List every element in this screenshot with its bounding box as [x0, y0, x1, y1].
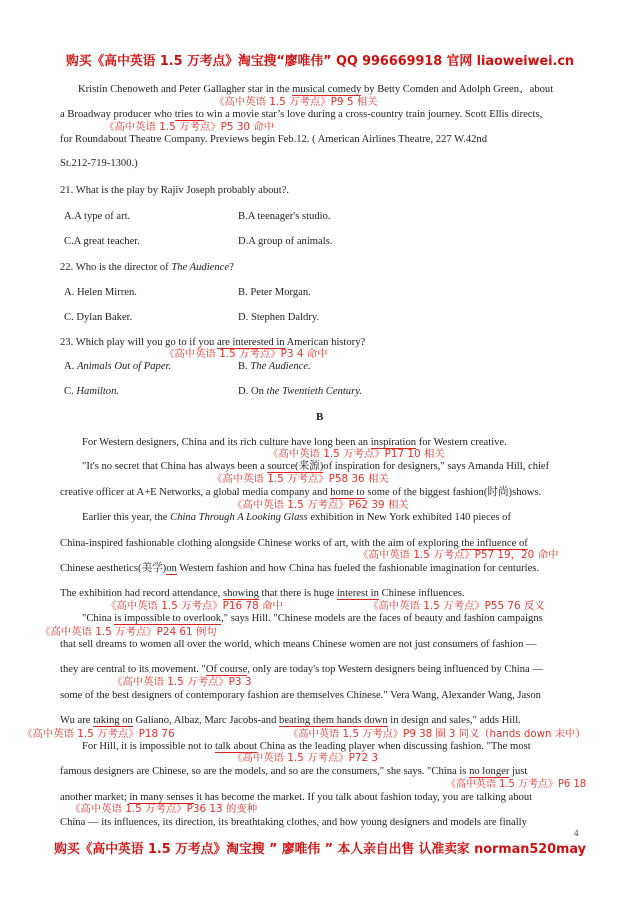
passage-a-line-4: St.212-719-1300.) [60, 158, 138, 169]
q21-option-a: A.A type of art. [64, 211, 131, 222]
passage-b-p3-line-1 [82, 511, 511, 524]
passage-b-p4-line-4: some of the best designers of contemporary fashion are themselves Chinese." Vera Wang, Alexander Wang, Jason [60, 690, 541, 701]
q23-option-c [64, 385, 119, 398]
highlight-tries-to: tries to [174, 109, 204, 120]
annotation-note: 《高中英语 1.5 万考点》P17 10 相关 [268, 448, 445, 460]
text: For Western designers, China and its rich culture have long been an [82, 437, 371, 448]
annotation-note: 《高中英语 1.5 万考点》P57 19，20 命中 [358, 549, 559, 561]
text: "China [82, 613, 115, 624]
passage-b-p3-line-4 [60, 587, 465, 600]
highlight-in-many-senses: in many senses [129, 792, 194, 803]
annotation-note: 《高中英语 1.5 万考点》P3 3 [112, 676, 252, 688]
annotation-note: 《高中英语 1.5 万考点》P3 4 命中 [164, 348, 328, 360]
highlight-home-to: home to [330, 487, 365, 498]
highlight-interest-in: interest in [336, 588, 379, 599]
passage-b-p2-line-2 [60, 486, 541, 499]
q23-option-d [238, 385, 362, 398]
text: American history? [284, 337, 366, 348]
text: , only are today's top Western designers being influenced by China — [247, 664, 543, 675]
text: Kristin Chenoweth and Peter Gallagher star in the [78, 84, 293, 95]
annotation-note: 《高中英语 1.5 万考点》P55 76 反义 [368, 600, 545, 612]
question-22-stem [60, 261, 234, 274]
text: Hamilton. [76, 386, 120, 397]
text: C. [64, 386, 77, 397]
passage-a-line-1 [78, 83, 553, 96]
highlight-is-impossible-to-overlook: is impossible to overlook [114, 613, 222, 624]
text: A. [64, 361, 77, 372]
annotation-note: 《高中英语 1.5 万考点》P6 18 [446, 778, 587, 790]
q23-option-b [238, 360, 311, 373]
passage-b-p2-line-1 [82, 460, 549, 473]
text: a Broadway producer who [60, 109, 175, 120]
passage-b-p4-line-5 [60, 714, 521, 727]
text: The exhibition had record attendance, [60, 588, 223, 599]
text: China Through A Looking Glass [170, 512, 308, 523]
passage-b-p5-line-2 [60, 765, 527, 778]
highlight-source: source(来源) [267, 461, 324, 472]
text: win a movie star’s love during a cross-country train journey. Scott Ellis directs, [203, 109, 543, 120]
annotation-note: 《高中英语 1.5 万考点》P18 76 [22, 728, 175, 740]
text: Western fashion and how China has fueled the fashionable imagination for centuries. [176, 563, 540, 574]
text: B. [238, 361, 251, 372]
text: Chinese aesthetics(美学) [60, 563, 167, 574]
annotation-note: 《高中英语 1.5 万考点》P9 5 相关 [214, 96, 378, 108]
annotation-note: 《高中英语 1.5 万考点》P36 13 的变种 [70, 803, 258, 815]
text: The Audience. [250, 361, 311, 372]
text: "It's no secret that China has always been a [82, 461, 268, 472]
text: for Western creative. [416, 437, 507, 448]
text: some of the biggest fashion(时尚)shows. [364, 487, 542, 498]
highlight-inspiration: inspiration [370, 437, 417, 448]
text: Chinese influences. [378, 588, 465, 599]
highlight-no-longer: no longer [469, 766, 510, 777]
text: China as the leading player when discussing fashion. "The most [257, 741, 531, 752]
q22-option-c: C. Dylan Baker. [64, 312, 133, 323]
highlight-showing: showing [222, 588, 259, 599]
highlight-musical-comedy: musical comedy [292, 84, 362, 95]
annotation-note: 《高中英语 1.5 万考点》P72 3 [232, 752, 379, 764]
highlight-are-interested-in: are interested in [216, 337, 285, 348]
highlight-of-course: Of course [205, 664, 248, 675]
text: For Hill, it is impossible not to [82, 741, 216, 752]
annotation-note: 《高中英语 1.5 万考点》P58 36 相关 [212, 473, 389, 485]
q22-option-b: B. Peter Morgan. [238, 287, 311, 298]
highlight-talk-about: talk about [215, 741, 258, 752]
text: by Betty Comden and Adolph Green、about [361, 84, 554, 95]
text: famous designers are Chinese, so are the models, and so are the consumers," she says. "China is [60, 766, 470, 777]
text: the Twentieth Century. [266, 386, 362, 397]
annotation-note: 《高中英语 1.5 万考点》P16 78 命中 [106, 600, 283, 612]
text: D. [238, 386, 251, 397]
passage-b-p3-line-3 [60, 562, 539, 575]
text: another market; [60, 792, 130, 803]
annotation-note: 《高中英语 1.5 万考点》P62 39 相关 [232, 499, 409, 511]
question-21-stem: 21. What is the play by Rajiv Joseph probably about?. [60, 185, 290, 196]
q22-option-a: A. Helen Mirren. [64, 287, 137, 298]
text: 23. Which play will you go to if you [60, 337, 217, 348]
text: Wu are [60, 715, 94, 726]
text: creative officer at A+E Networks, a global media company and [60, 487, 331, 498]
annotation-note: 《高中英语 1.5 万考点》P9 38 圈 3 同义（hands down 末中） [288, 728, 586, 740]
text: Earlier this year, the [82, 512, 171, 523]
text: 22. Who is the director of [60, 262, 172, 273]
passage-b-p4-line-3 [60, 663, 543, 676]
text: just [509, 766, 528, 777]
text: it has become the market. If you talk about fashion today, you are talking about [193, 792, 533, 803]
highlight-on: on [166, 563, 177, 574]
passage-b-p4-line-2: that sell dreams to women all over the world, which means Chinese women are not just consumers of fashion — [60, 639, 537, 650]
highlight-taking-on: taking on [93, 715, 133, 726]
text: China-inspired fashionable clothing alongside Chinese works of art, with the aim of exploring [60, 538, 462, 549]
promo-banner-bottom: 购买《高中英语 1.5 万考点》淘宝搜 ” 廖唯伟 ” 本人亲自出售 认准卖家 norman520may [54, 842, 586, 857]
text: they are central to its movement. " [60, 664, 206, 675]
page-number: 4 [574, 828, 579, 838]
q21-option-b: B.A teenager's studio. [238, 211, 331, 222]
section-heading-b: B [316, 411, 324, 423]
text: Galiano, Albaz, Marc Jacobs-and [132, 715, 280, 726]
passage-b-p5-line-4: China — its influences, its direction, its breathtaking clothes, and how young designers and models are finally [60, 817, 527, 828]
text: Animals Out of Paper. [76, 361, 172, 372]
text: The Audience [171, 262, 230, 273]
text: of inspiration for designers," says Amanda Hill, chief [323, 461, 550, 472]
promo-banner-top: 购买《高中英语 1.5 万考点》淘宝搜“廖唯伟” QQ 996669918 官网 liaoweiwei.cn [65, 54, 575, 69]
q21-option-c: C.A great teacher. [64, 236, 140, 247]
passage-b-p4-line-1 [82, 612, 543, 625]
text: ? [229, 262, 234, 273]
annotation-note: 《高中英语 1.5 万考点》P5 30 命中 [104, 121, 275, 133]
text: On [250, 386, 267, 397]
text: that there is huge [258, 588, 337, 599]
highlight-beating-them-hands-down: beating them hands down [279, 715, 388, 726]
text: in design and sales," adds Hill. [387, 715, 521, 726]
text: ," says Hill. "Chinese models are the faces of beauty and fashion campaigns [221, 613, 543, 624]
q23-option-a [64, 360, 171, 373]
q22-option-d: D. Stephen Daldry. [238, 312, 320, 323]
passage-a-line-2 [60, 108, 542, 121]
annotation-note: 《高中英语 1.5 万考点》P24 61 例句 [40, 626, 217, 638]
q21-option-d: D.A group of animals. [238, 236, 333, 247]
text: exhibition in New York exhibited 140 pieces of [307, 512, 512, 523]
highlight-the-influence-of: the influence of [461, 538, 528, 549]
passage-a-line-3: for Roundabout Theatre Company. Previews begin Feb.12. ( American Airlines Theatre, 227 W.42nd [60, 134, 488, 145]
